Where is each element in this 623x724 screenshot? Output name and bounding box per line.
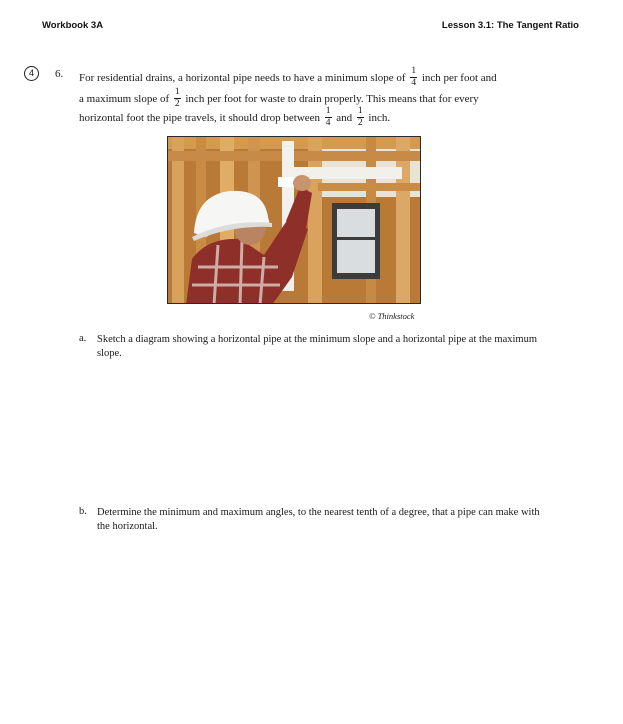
fraction-one-half [174,88,181,109]
text: and [336,112,353,125]
header-workbook: Workbook 3A [42,20,104,31]
plumber-photo [167,136,421,304]
question-line-2 [79,89,479,110]
fraction-one-half [357,107,364,128]
numerator: 1 [174,87,180,97]
fraction-one-quarter [325,107,332,128]
question-line-1 [79,68,497,89]
fraction-one-quarter [410,67,417,88]
numerator: 1 [325,106,331,116]
denominator: 2 [174,99,180,109]
text: a maximum slope of [79,93,170,106]
question-line-3 [79,108,390,129]
denominator: 4 [411,78,417,88]
part-a-text: Sketch a diagram showing a horizontal pipe at the minimum slope and a horizontal pipe at the maximum slope. [97,334,538,359]
plumber-illustration [168,137,421,304]
text: horizontal foot the pipe travels, it should drop between [79,112,321,125]
photo-credit: © Thinkstock [369,311,415,321]
denominator: 4 [325,118,331,128]
problem-marker-circle: 4 [24,66,39,81]
part-a-label: a. [79,333,87,344]
text: For residential drains, a horizontal pipe needs to have a minimum slope of [79,72,406,85]
numerator: 1 [357,106,363,116]
text: inch. [368,112,391,125]
numerator: 1 [411,66,417,76]
part-b-label: b. [79,506,87,517]
text: inch per foot for waste to drain properly. This means that for every [185,93,479,106]
text: inch per foot and [421,72,497,85]
header-lesson: Lesson 3.1: The Tangent Ratio [441,20,579,31]
question-number: 6. [55,68,64,80]
part-b-text: Determine the minimum and maximum angles, to the nearest tenth of a degree, that a pipe can make with the horizontal. [97,507,540,532]
denominator: 2 [357,118,363,128]
